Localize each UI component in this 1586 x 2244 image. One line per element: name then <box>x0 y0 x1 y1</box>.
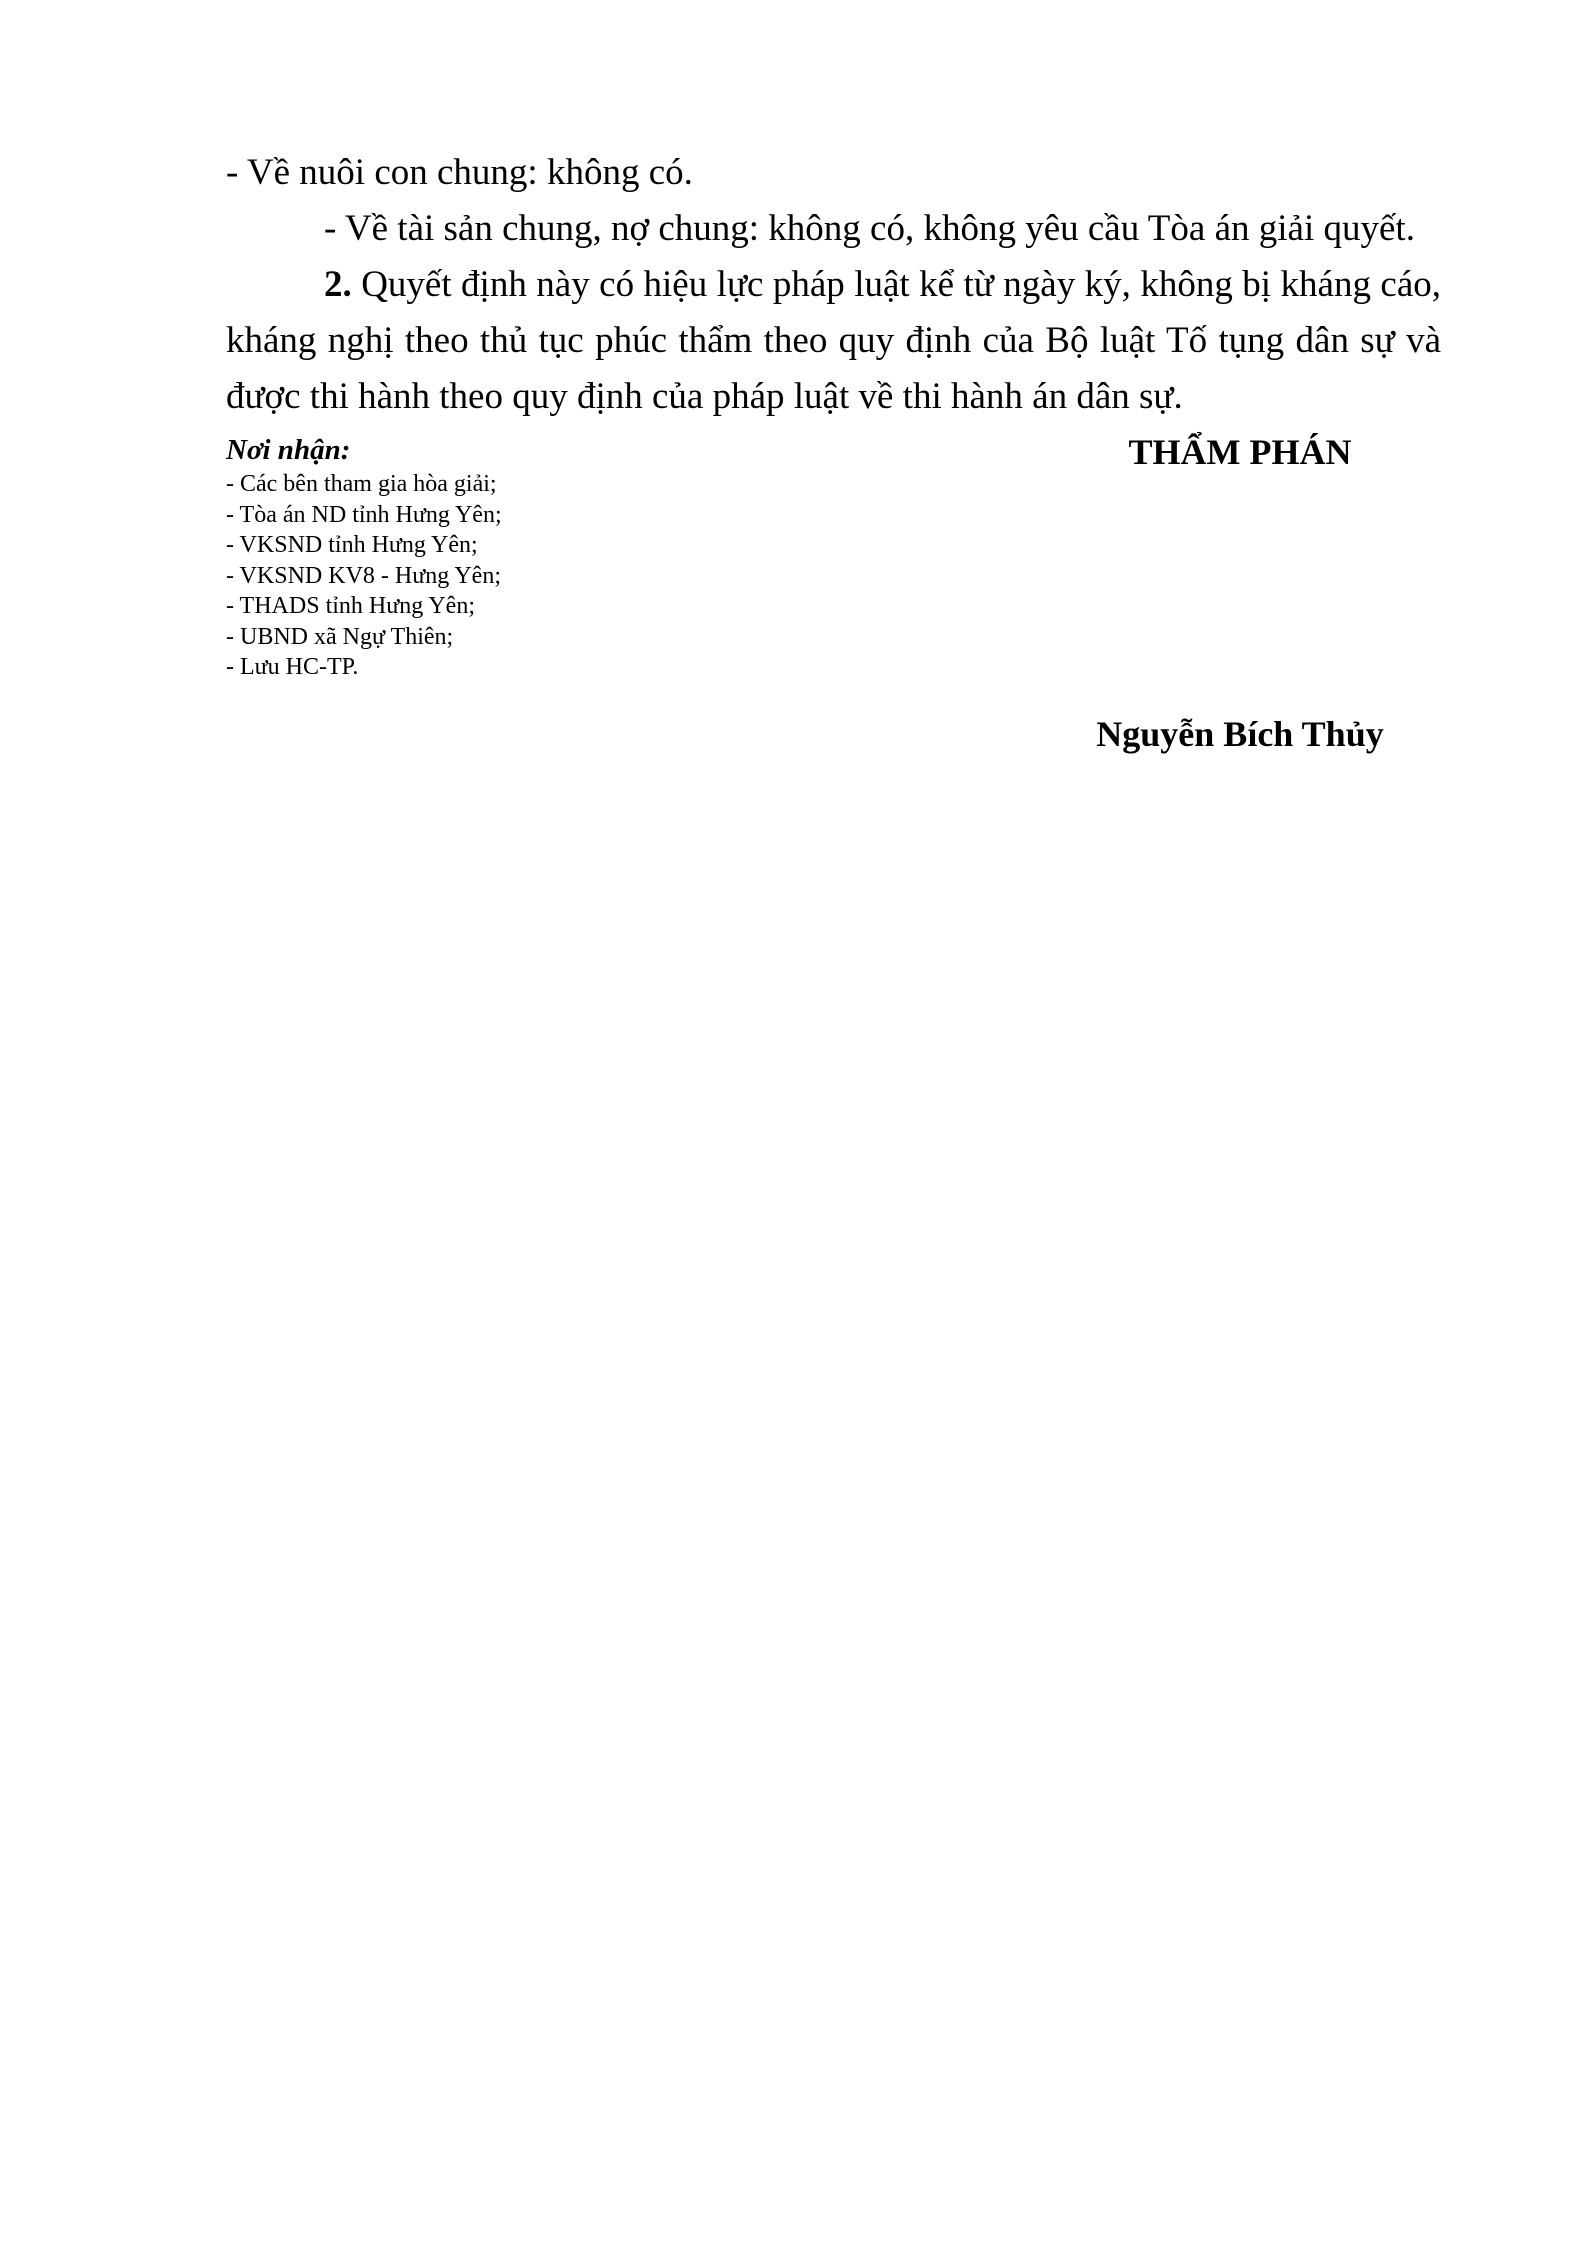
legal-effect-paragraph <box>226 257 1441 425</box>
signer-name: Nguyễn Bích Thủy <box>1096 714 1384 754</box>
recipient-item: - UBND xã Ngự Thiên; <box>226 623 454 650</box>
child-custody-line: - Về nuôi con chung: không có. <box>226 152 693 193</box>
legal-effect-text: Quyết định này có hiệu lực pháp luật kể từ ngày ký, không bị kháng cáo, kháng nghị theo thủ tục phúc thẩm theo quy định của Bộ luật Tố tụng dân sự và được thi hành theo quy định của pháp luật về thi hành án dân sự. <box>226 264 1441 417</box>
decision-body <box>226 145 1441 425</box>
recipients-list <box>226 469 786 683</box>
recipient-item: - VKSND tỉnh Hưng Yên; <box>226 532 478 558</box>
recipient-item: - Tòa án ND tỉnh Hưng Yên; <box>226 501 502 528</box>
signer-title: THẨM PHÁN <box>1128 432 1352 472</box>
common-property-line: - Về tài sản chung, nợ chung: không có, không yêu cầu Tòa án giải quyết. <box>324 208 1415 249</box>
paragraph-number: 2. <box>324 264 352 305</box>
recipient-item: - VKSND KV8 - Hưng Yên; <box>226 562 501 589</box>
recipient-item: - Lưu HC-TP. <box>226 654 359 680</box>
recipients-title: Nơi nhận: <box>226 434 351 466</box>
recipient-item: - Các bên tham gia hòa giải; <box>226 471 497 497</box>
recipient-item: - THADS tỉnh Hưng Yên; <box>226 593 475 619</box>
recipients-block <box>226 433 786 683</box>
